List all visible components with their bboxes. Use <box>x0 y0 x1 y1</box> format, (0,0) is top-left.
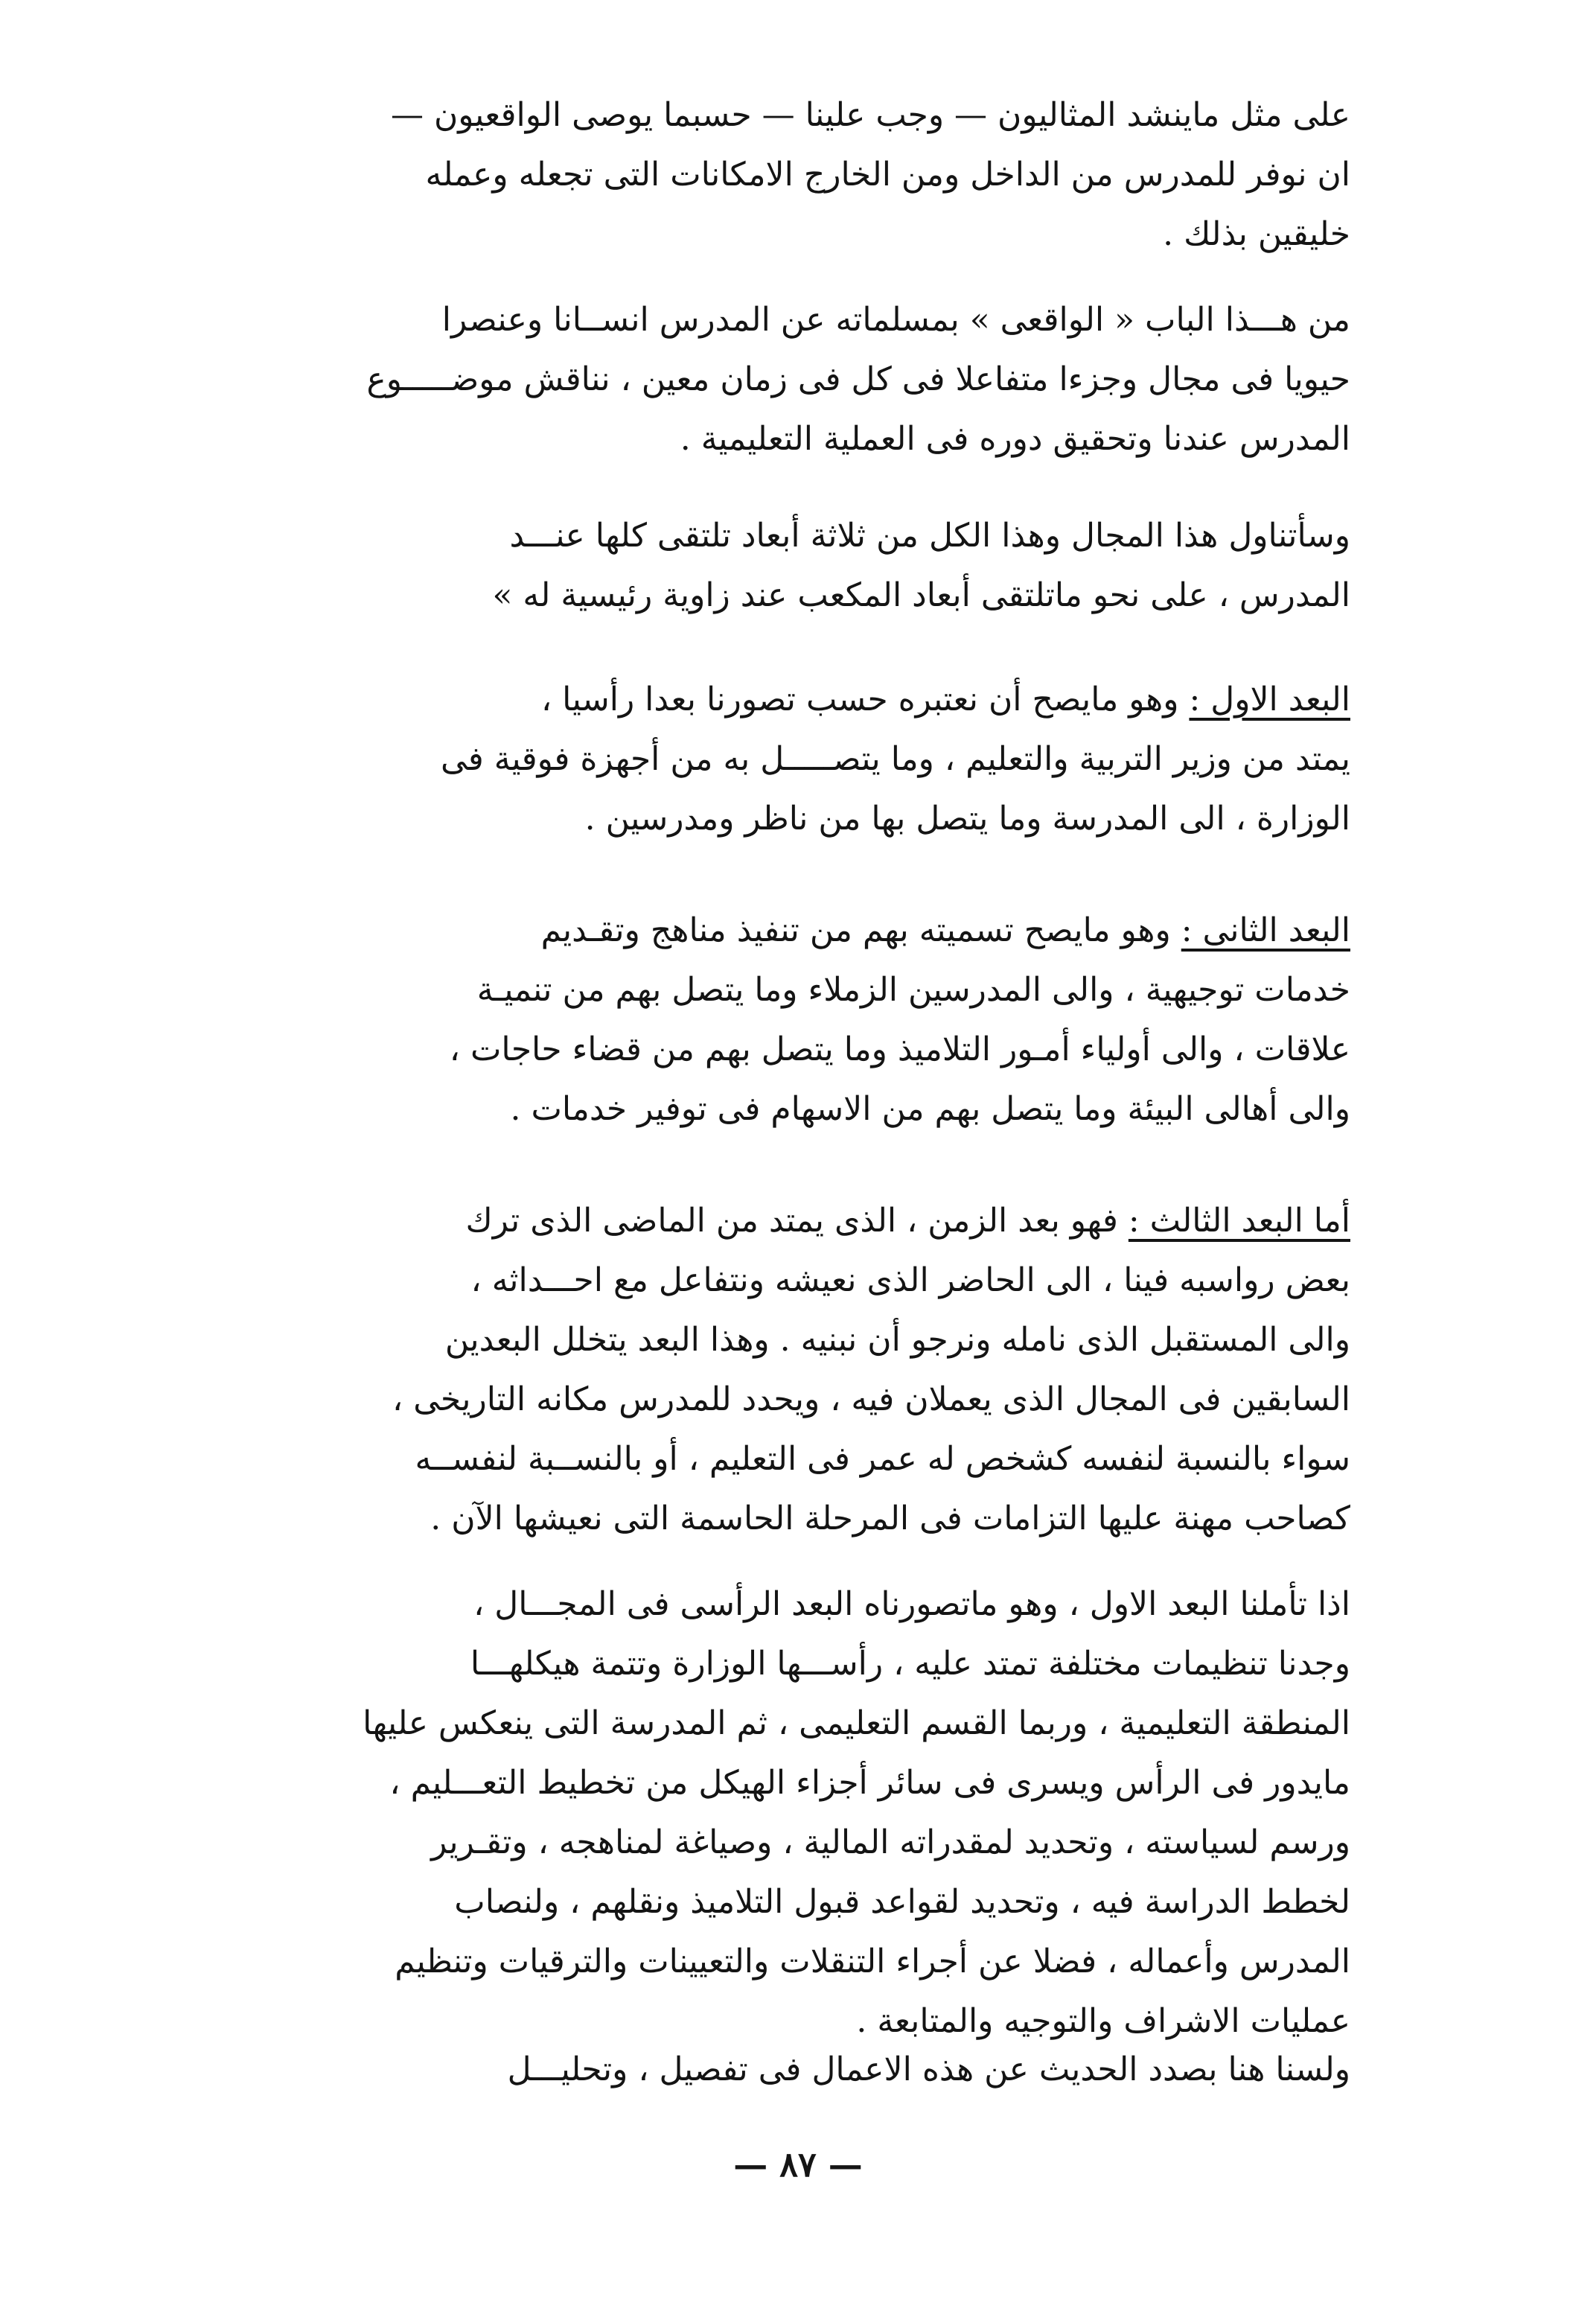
text-line: المدرس ، على نحو ماتلتقى أبعاد المكعب عند زاوية رئيسية له » <box>492 576 1350 614</box>
text-line: يمتد من وزير التربية والتعليم ، وما يتصـــــل به من أجهزة فوقية فى <box>441 740 1350 778</box>
section-label: البعد الاول : <box>1189 681 1350 718</box>
text-line: الوزارة ، الى المدرسة وما يتصل بها من ناظر ومدرسين . <box>584 800 1350 838</box>
text-line: عمليات الاشراف والتوجيه والمتابعة . <box>856 2002 1350 2040</box>
text-line: خليقين بذلك . <box>1163 215 1350 253</box>
paragraph-third-dimension <box>264 1191 1350 1549</box>
text-line: والى المستقبل الذى نامله ونرجو أن نبنيه . وهذا البعد يتخلل البعدين <box>444 1321 1350 1359</box>
text-line: حيويا فى مجال وجزءا متفاعلا فى كل فى زمان معين ، نناقش موضـــــوع <box>366 360 1350 398</box>
paragraph-2 <box>264 290 1350 469</box>
text-line: وجدنا تنظيمات مختلفة تمتد عليه ، رأســـها الوزارة وتتمة هيكلهـــا <box>470 1645 1350 1683</box>
paragraph-1 <box>264 86 1350 264</box>
text-line: ولسنا هنا بصدد الحديث عن هذه الاعمال فى تفصيل ، وتحليـــل <box>507 2050 1350 2088</box>
paragraph-8 <box>264 2040 1350 2100</box>
text-line: بعض رواسبه فينا ، الى الحاضر الذى نعيشه ونتفاعل مع احـــداثه ، <box>470 1261 1350 1299</box>
section-label: أما البعد الثالث : <box>1128 1202 1350 1240</box>
text-line: علاقات ، والى أولياء أمـور التلاميذ وما يتصل بهم من قضاء حاجات ، <box>449 1030 1350 1068</box>
paragraph-first-dimension <box>264 670 1350 849</box>
page-number: — ٨٧ — <box>733 2144 863 2184</box>
text-run: وهو مايصح أن نعتبره حسب تصورنا بعدا رأسيا ، <box>540 681 1179 718</box>
text-line <box>264 901 1350 960</box>
text-line: المنطقة التعليمية ، وربما القسم التعليمى ، ثم المدرسة التى ينعكس عليها <box>363 1704 1350 1742</box>
text-line: المدرس عندنا وتحقيق دوره فى العملية التعليمية . <box>680 420 1350 458</box>
text-run: فهو بعد الزمن ، الذى يمتد من الماضى الذى ترك <box>465 1202 1118 1240</box>
text-run: وهو مايصح تسميته بهم من تنفيذ مناهج وتقـديم <box>540 911 1171 949</box>
text-line: والى أهالى البيئة وما يتصل بهم من الاسهام فى توفير خدمات . <box>510 1090 1350 1128</box>
text-line: اذا تأملنا البعد الاول ، وهو ماتصورناه البعد الرأسى فى المجـــال ، <box>473 1585 1350 1623</box>
text-line: مايدور فى الرأس ويسرى فى سائر أجزاء الهيكل من تخطيط التعـــليم ، <box>389 1764 1350 1802</box>
text-line: على مثل ماينشد المثاليون — وجب علينا — حسبما يوصى الواقعيون — <box>390 96 1350 134</box>
text-line: المدرس وأعماله ، فضلا عن أجراء التنقلات والتعيينات والترقيات وتنظيم <box>395 1943 1350 1980</box>
text-line: خدمات توجيهية ، والى المدرسين الزملاء وما يتصل بهم من تنميـة <box>476 971 1350 1009</box>
paragraph-3 <box>264 506 1350 625</box>
paragraph-7 <box>264 1575 1350 2051</box>
text-line: السابقين فى المجال الذى يعملان فيه ، ويحدد للمدرس مكانه التاريخى ، <box>392 1380 1350 1418</box>
text-line: سواء بالنسبة لنفسه كشخص له عمر فى التعليم ، أو بالنســبة لنفســه <box>415 1440 1350 1478</box>
text-line: لخطط الدراسة فيه ، وتحديد لقواعد قبول التلاميذ ونقلهم ، ولنصاب <box>454 1883 1350 1921</box>
text-line: ان نوفر للمدرس من الداخل ومن الخارج الامكانات التى تجعله وعمله <box>425 156 1350 194</box>
paragraph-second-dimension <box>264 901 1350 1139</box>
text-line: كصاحب مهنة عليها التزامات فى المرحلة الحاسمة التى نعيشها الآن . <box>430 1500 1350 1537</box>
text-line: وسأتناول هذا المجال وهذا الكل من ثلاثة أبعاد تلتقى كلها عنـــد <box>509 517 1350 555</box>
text-line <box>264 670 1350 730</box>
text-line <box>264 1191 1350 1251</box>
text-line: من هـــذا الباب « الواقعى » بمسلماته عن المدرس انســانا وعنصرا <box>441 301 1350 339</box>
section-label: البعد الثانى : <box>1181 911 1350 949</box>
text-line: ورسم لسياسته ، وتحديد لمقدراته المالية ، وصياغة لمناهجه ، وتقـرير <box>431 1823 1350 1861</box>
